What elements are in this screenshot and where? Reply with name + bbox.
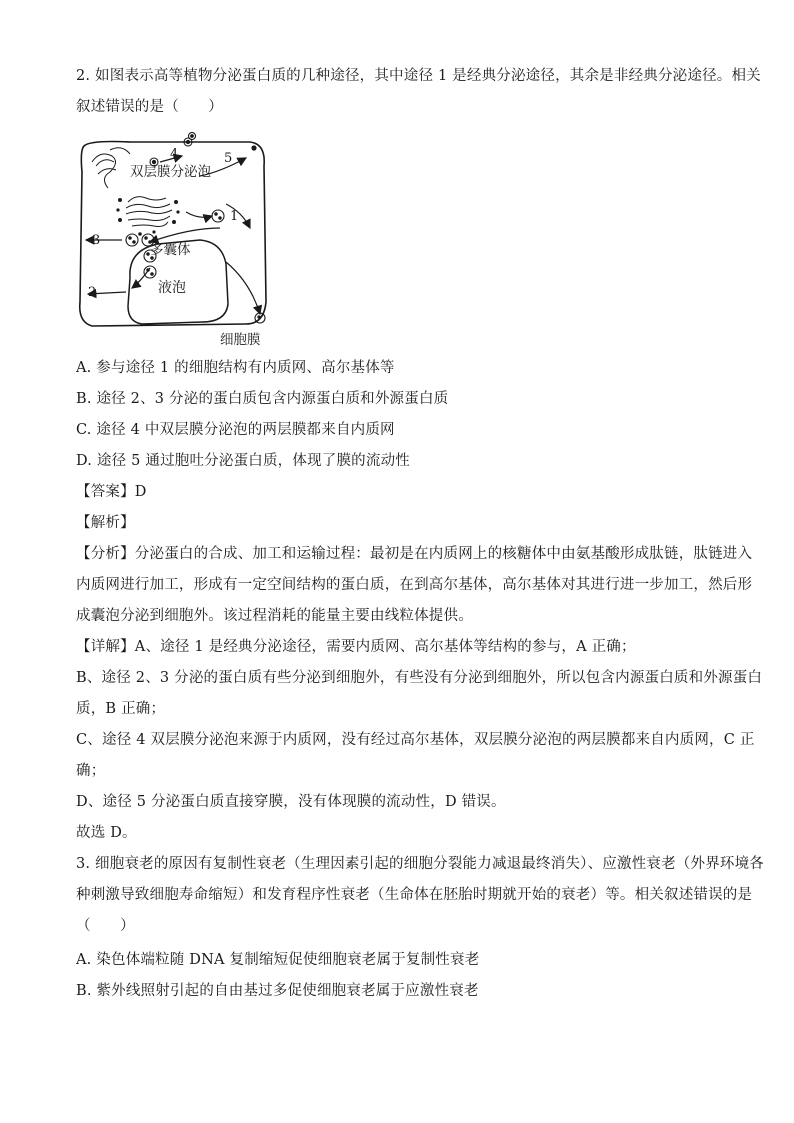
q3-option-a: A. 染色体端粒随 DNA 复制缩短促使细胞衰老属于复制性衰老 [76,952,480,968]
label-route-1: 1 [230,209,239,224]
q2-option-c: C. 途径 4 中双层膜分泌泡的两层膜都来自内质网 [76,422,395,438]
label-double-membrane-vesicle: 双层膜分泌泡 [130,164,211,180]
q2-analysis-line-1: 【分析】分泌蛋白的合成、加工和运输过程：最初是在内质网上的核糖体中由氨基酸形成肽链，肽链进入 [76,546,753,562]
arrow-mvb [150,228,220,242]
q2-analysis-line-3: 成囊泡分泌到细胞外。该过程消耗的能量主要由线粒体提供。 [76,608,473,624]
q2-analysis-line-2: 内质网进行加工，形成有一定空间结构的蛋白质，在到高尔基体，高尔基体对其进行进一步加工，然后形 [76,577,753,593]
golgi-er-sketch [92,148,172,227]
question-2-stem-line-2: 叙述错误的是（ ） [76,99,223,115]
vesicle-outside-top [189,133,196,140]
q3-option-b: B. 紫外线照射引起的自由基过多促使细胞衰老属于应激性衰老 [76,983,479,999]
q2-option-a: A. 参与途径 1 的细胞结构有内质网、高尔基体等 [76,360,395,376]
question-3-stem-line-2: 种刺激导致细胞寿命缩短）和发育程序性衰老（生命体在胚胎时期就开始的衰老）等。相关叙述错误的是 [76,887,753,903]
label-route-3: 3 [92,233,101,248]
q2-detail-line-2: B、途径 2、3 分泌的蛋白质有些分泌到细胞外，有些没有分泌到细胞外，所以包含内源蛋白质和外源蛋白 [76,670,763,686]
label-route-5: 5 [224,151,233,166]
q2-option-d: D. 途径 5 通过胞吐分泌蛋白质，体现了膜的流动性 [76,453,410,469]
label-route-4: 4 [170,147,179,162]
vesicle-dots [116,198,179,236]
q2-detail-line-6: D、途径 5 分泌蛋白质直接穿膜，没有体现膜的流动性，D 错误。 [76,794,506,810]
label-cell-membrane: 细胞膜 [220,332,261,348]
multivesicular-body [126,210,265,323]
q2-detail-line-3: 质，B 正确； [76,701,166,717]
arrow-side-right [226,262,260,314]
q2-conclusion: 故选 D。 [76,825,137,841]
question-2-stem-line-1: 2. 如图表示高等植物分泌蛋白质的几种途径，其中途径 1 是经典分泌途径，其余是非经典分泌途径。相关 [76,68,761,84]
protein-dot-route-5 [251,145,256,150]
label-route-2: 2 [88,285,97,300]
q2-option-b: B. 途径 2、3 分泌的蛋白质包含内源蛋白质和外源蛋白质 [76,391,449,407]
q2-analysis-heading: 【解析】 [76,515,135,531]
label-multivesicular-body: 多囊体 [150,242,191,258]
label-vacuole: 液泡 [158,280,186,296]
cell-secretion-diagram [70,132,280,350]
q2-detail-line-4: C、途径 4 双层膜分泌泡来源于内质网，没有经过高尔基体，双层膜分泌泡的两层膜都来自内质网，C 正 [76,732,755,748]
question-3-stem-line-1: 3. 细胞衰老的原因有复制性衰老（生理因素引起的细胞分裂能力减退最终消失）、应激性衰老（外界环境各 [76,856,764,872]
q2-detail-line-1: 【详解】A、途径 1 是经典分泌途径，需要内质网、高尔基体等结构的参与，A 正确； [76,639,636,655]
arrow-route-1 [186,212,212,217]
q2-detail-line-5: 确； [76,763,106,779]
question-3-stem-line-3: （ ） [76,918,135,934]
q2-answer: 【答案】D [76,484,147,500]
